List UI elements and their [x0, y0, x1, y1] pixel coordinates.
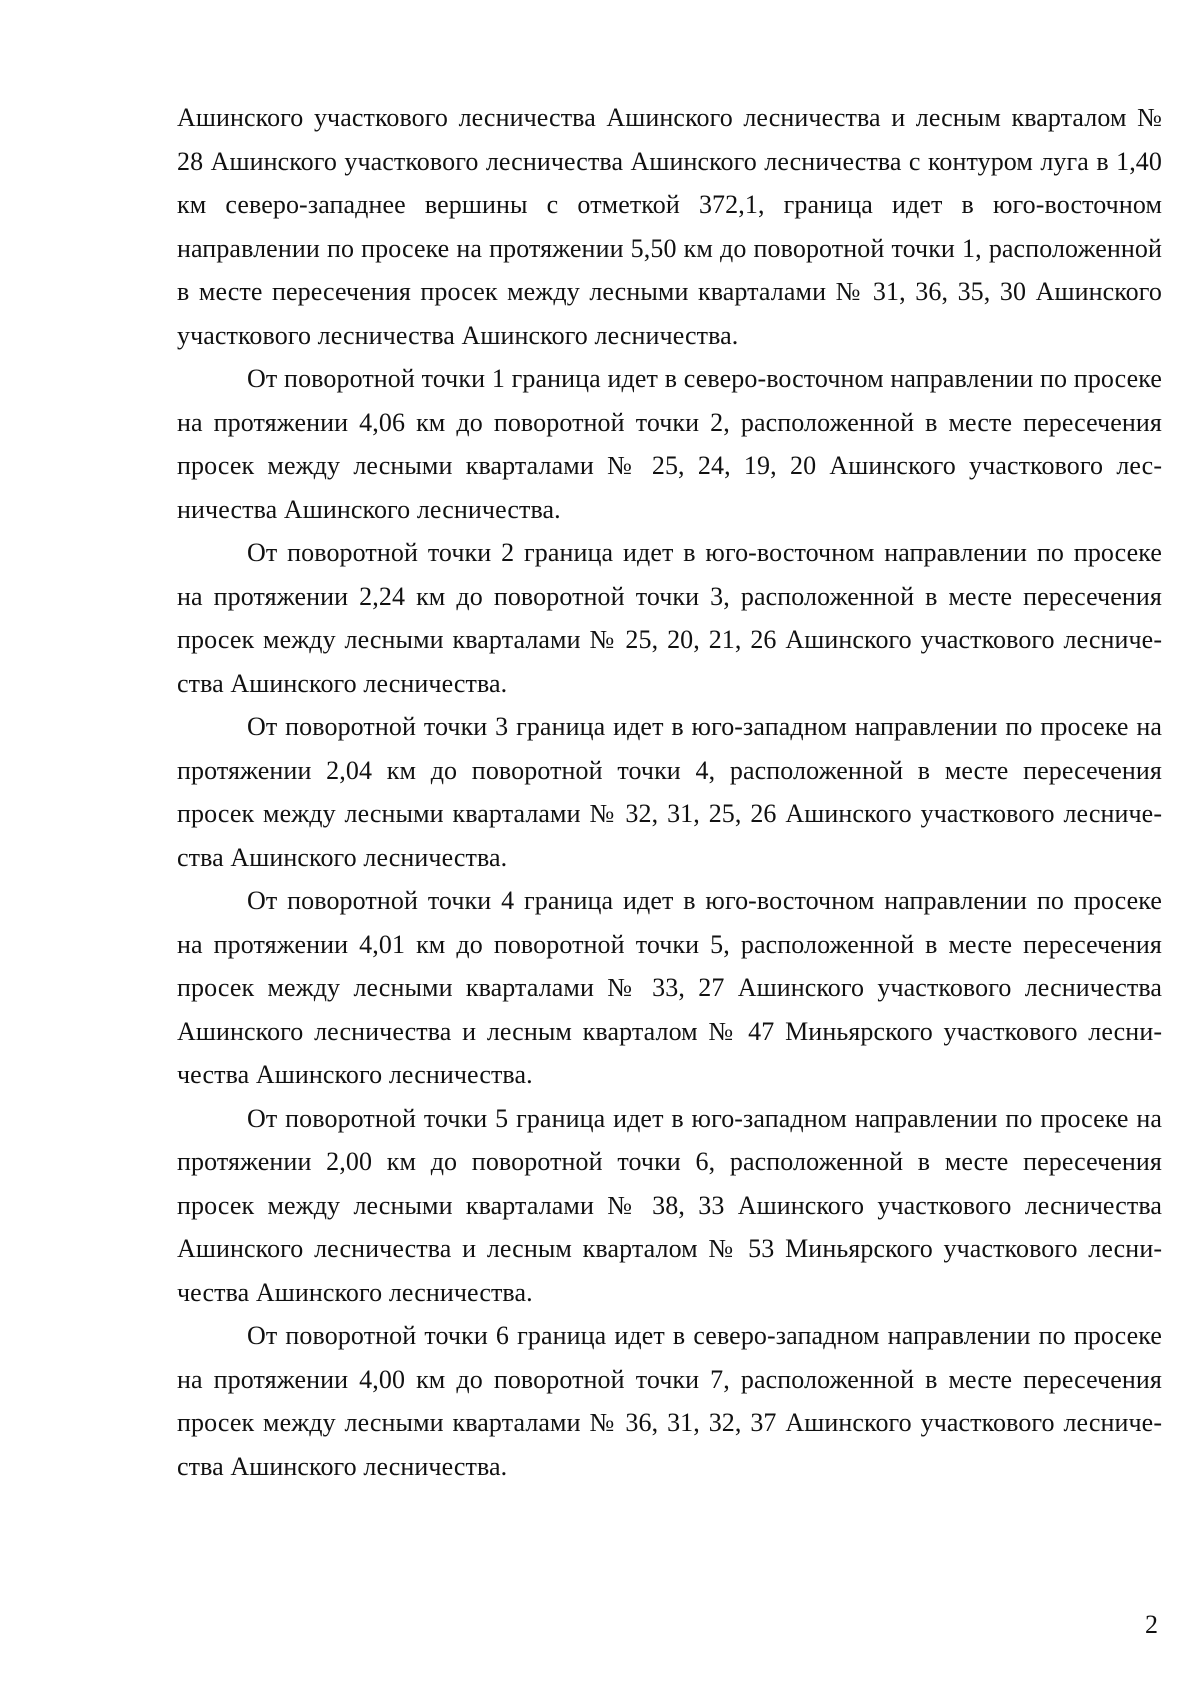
paragraph-turning-point-5: От поворотной точки 5 граница идет в юго-западном направлении по просеке на протяжении 2,00 км до поворотной точки 6, расположенной в месте пересечения просек между лесными кварталами № 38, 33 Ашинского участкового лесничества Ашинского лесничества и лесным кварталом № 53 Миньярского участкового лесничества Ашинского лесничества. [177, 1103, 1162, 1307]
paragraph-continuation: Ашинского участкового лесничества Ашинского лесничества и лесным кварталом № 28 Ашинского участкового лесничества Ашинского лесничества с контуром луга в 1,40 км северо-западнее вершины с отметкой 372,1, граница идет в юго-восточном направлении по просеке на протяжении 5,50 км до поворотной точки 1, расположенной в месте пересечения просек между лесными кварталами № 31, 36, 35, 30 Ашинского участкового лесничества Ашинского лесничества. [177, 103, 1162, 350]
document-body [177, 96, 1162, 1488]
page-number: 2 [1145, 1610, 1158, 1639]
paragraph-turning-point-4: От поворотной точки 4 граница идет в юго-восточном направлении по просеке на протяжении 4,01 км до поворотной точки 5, расположенной в месте пересечения просек между лесными кварталами № 33, 27 Ашинского участкового лесничества Ашинского лесничества и лесным кварталом № 47 Миньярского участкового лесничества Ашинского лесничества. [177, 886, 1162, 1089]
paragraph-turning-point-6: От поворотной точки 6 граница идет в северо-западном направлении по просеке на протяжении 4,00 км до поворотной точки 7, расположенной в месте пересечения просек между лесными кварталами № 36, 31, 32, 37 Ашинского участкового лесничества Ашинского лесничества. [177, 1321, 1162, 1481]
paragraph-turning-point-3: От поворотной точки 3 граница идет в юго-западном направлении по просеке на протяжении 2,04 км до поворотной точки 4, расположенной в месте пересечения просек между лесными кварталами № 32, 31, 25, 26 Ашинского участкового лесничества Ашинского лесничества. [177, 712, 1162, 872]
paragraph-turning-point-1: От поворотной точки 1 граница идет в северо-восточном направлении по просеке на протяжении 4,06 км до поворотной точки 2, расположенной в месте пересечения просек между лесными кварталами № 25, 24, 19, 20 Ашинского участкового лесничества Ашинского лесничества. [177, 364, 1162, 524]
paragraph-turning-point-2: От поворотной точки 2 граница идет в юго-восточном направлении по просеке на протяжении 2,24 км до поворотной точки 3, расположенной в месте пересечения просек между лесными кварталами № 25, 20, 21, 26 Ашинского участкового лесничества Ашинского лесничества. [177, 538, 1162, 698]
